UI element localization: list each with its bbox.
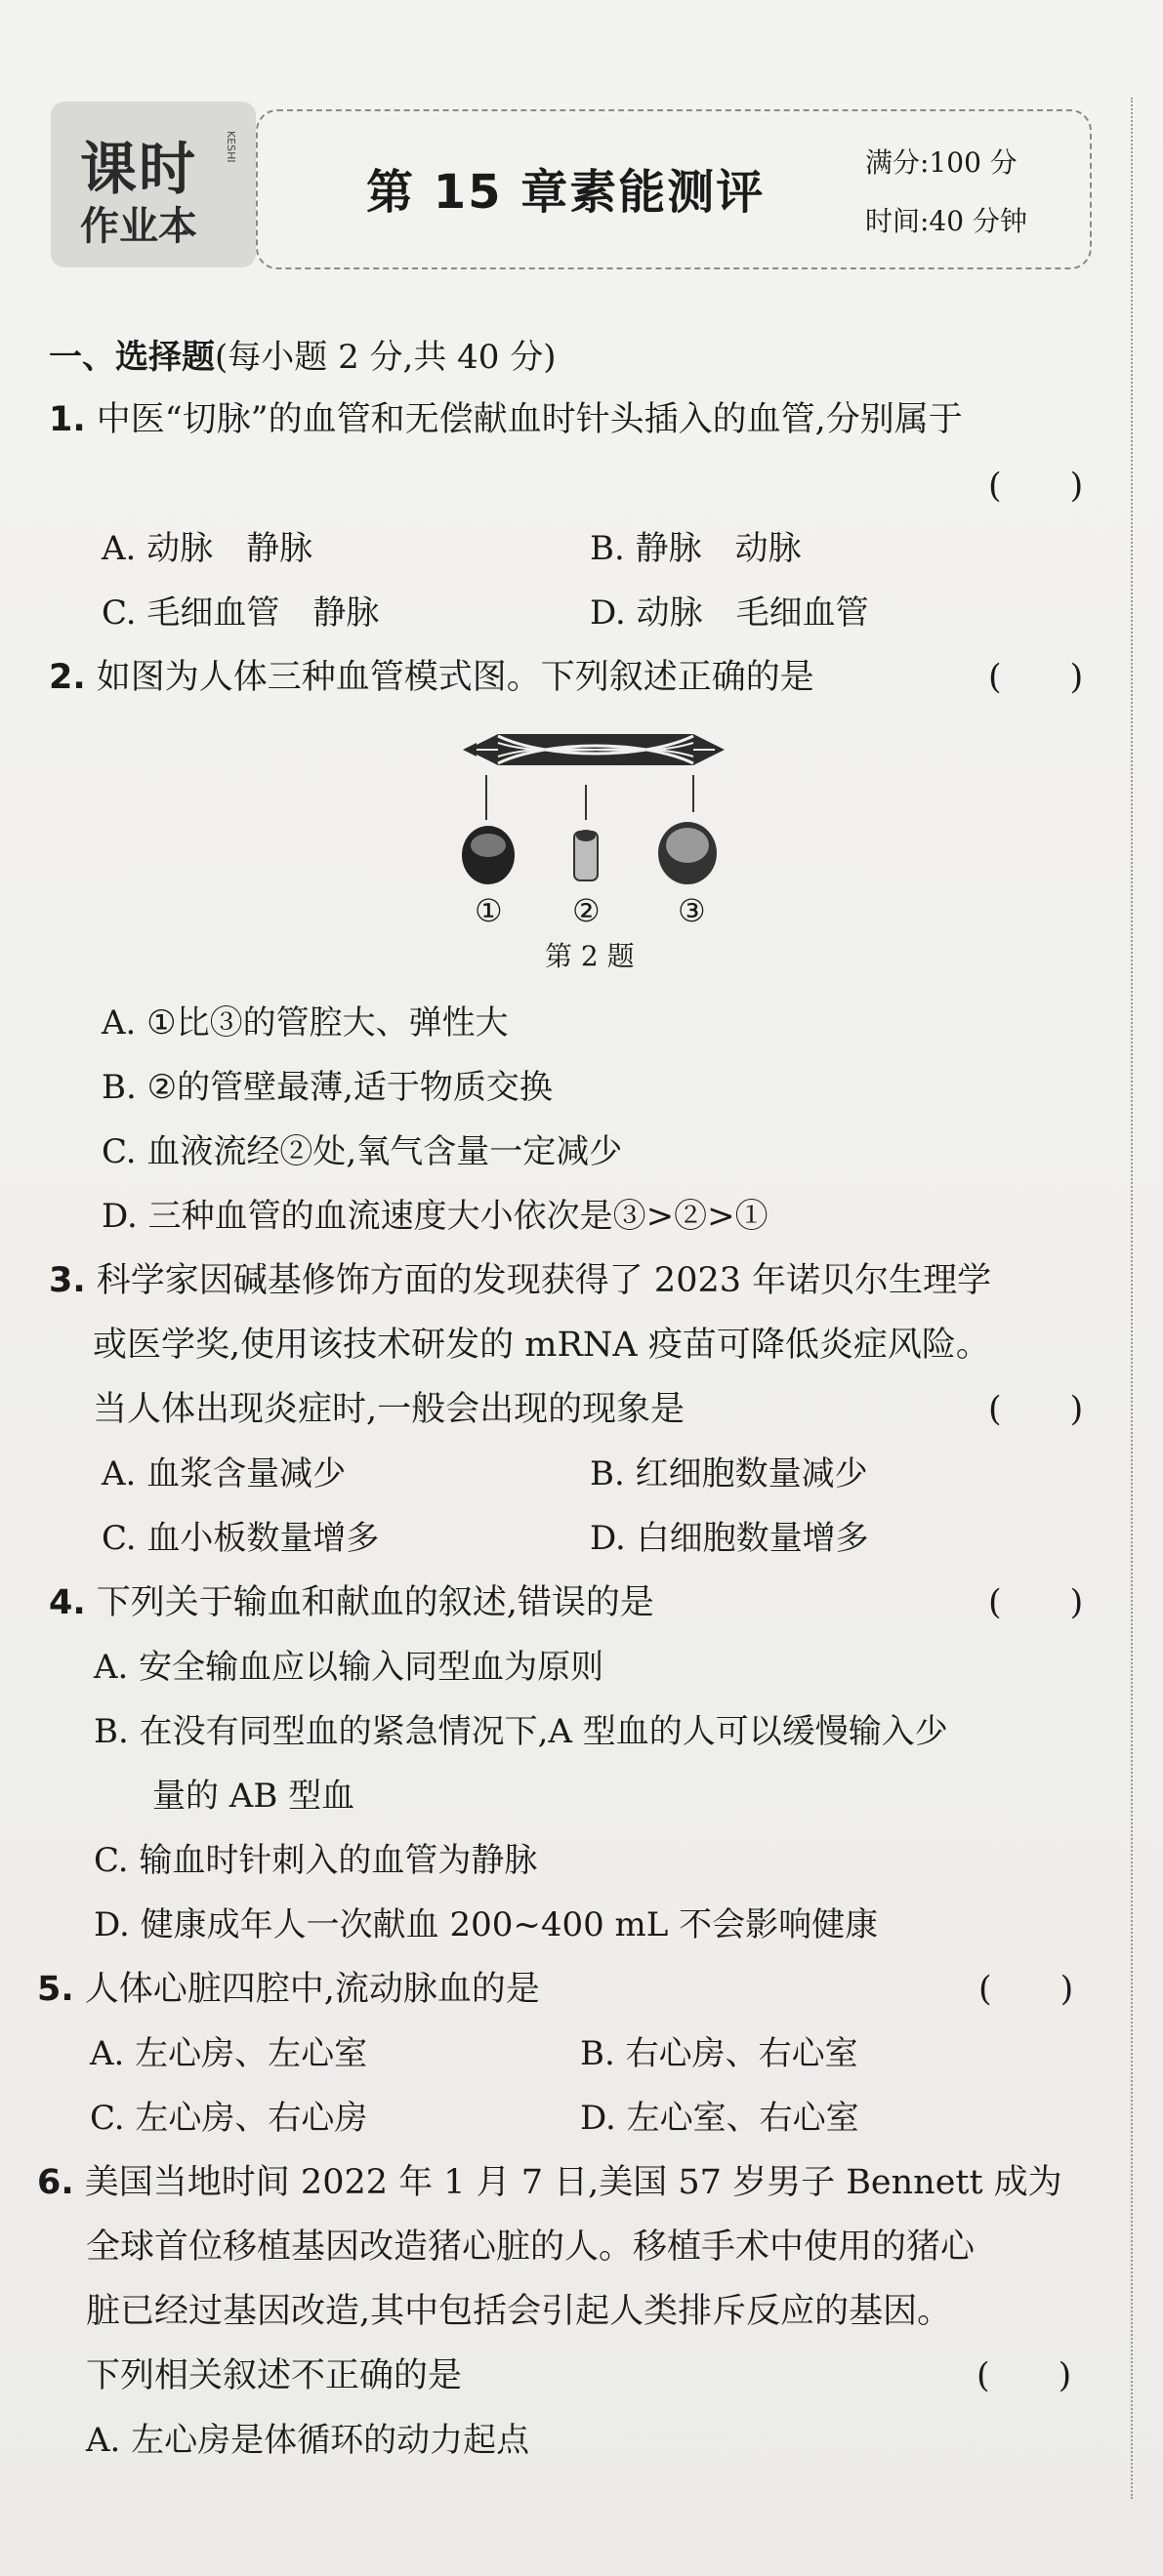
option-b[interactable]: B. 静脉 动脉	[590, 529, 802, 568]
option-a[interactable]: A. 动脉 静脉	[102, 529, 313, 568]
page-title: 第 15 章素能测评	[366, 165, 766, 220]
option-b-continued: 量的 AB 型血	[152, 1777, 355, 1816]
margin-dotted-rule	[1131, 98, 1133, 2499]
blood-vessel-figure	[459, 711, 732, 896]
question-text: 人体心脏四腔中,流动脉血的是	[84, 1970, 540, 2009]
question-number: 6.	[37, 2163, 74, 2202]
vein-cross-section	[658, 822, 717, 884]
question-number: 2.	[49, 658, 86, 697]
question-3-line-2: 或医学奖,使用该技术研发的 mRNA 疫苗可降低炎症风险。	[93, 1326, 990, 1365]
option-c[interactable]: C. 血小板数量增多	[102, 1519, 380, 1558]
question-6-line-1	[37, 2155, 1062, 2204]
option-c[interactable]: C. 毛细血管 静脉	[102, 593, 380, 633]
question-text: 下列关于输血和献血的叙述,错误的是	[96, 1583, 654, 1622]
question-text: 科学家因碱基修饰方面的发现获得了 2023 年诺贝尔生理学	[96, 1261, 992, 1300]
option-b[interactable]: B. 右心房、右心室	[580, 2034, 858, 2073]
logo-text-line2: 作业本	[80, 204, 197, 249]
question-2-line-1	[49, 650, 814, 699]
time-limit: 时间:40 分钟	[865, 205, 1027, 237]
option-d[interactable]: D. 动脉 毛细血管	[590, 593, 869, 633]
section-title: 一、选择题	[49, 338, 215, 377]
question-text: 美国当地时间 2022 年 1 月 7 日,美国 57 岁男子 Bennett 成为	[84, 2163, 1062, 2202]
answer-blank-2[interactable]: ( )	[988, 658, 1084, 697]
answer-blank-6[interactable]: ( )	[976, 2356, 1072, 2395]
question-1-line-1	[49, 392, 963, 441]
figure-label-2: ②	[572, 892, 601, 929]
question-3-line-3: 当人体出现炎症时,一般会出现的现象是	[93, 1390, 685, 1429]
question-6-line-4: 下列相关叙述不正确的是	[86, 2356, 463, 2395]
logo-text-line1: 课时	[80, 136, 198, 202]
option-d[interactable]: D. 三种血管的血流速度大小依次是③>②>①	[102, 1197, 768, 1236]
section-note: (每小题 2 分,共 40 分)	[215, 338, 557, 377]
option-b[interactable]: B. 在没有同型血的紧急情况下,A 型血的人可以缓慢输入少	[94, 1712, 948, 1751]
question-number: 5.	[37, 1970, 74, 2009]
option-a[interactable]: A. ①比③的管腔大、弹性大	[102, 1003, 509, 1043]
capillary-network-drawing	[463, 734, 725, 765]
figure-caption: 第 2 题	[545, 940, 635, 972]
question-6-line-3: 脏已经过基因改造,其中包括会引起人类排斥反应的基因。	[86, 2292, 952, 2331]
question-number: 4.	[49, 1583, 86, 1622]
logo-pinyin: KESHI	[225, 131, 237, 163]
question-text: 如图为人体三种血管模式图。下列叙述正确的是	[96, 658, 814, 697]
question-number: 3.	[49, 1261, 86, 1300]
answer-blank-5[interactable]: ( )	[978, 1970, 1074, 2009]
option-c[interactable]: C. 输血时针刺入的血管为静脉	[94, 1841, 538, 1880]
answer-blank-1[interactable]: ( )	[988, 467, 1084, 506]
full-score: 满分:100 分	[865, 146, 1018, 179]
figure-label-3: ③	[678, 892, 706, 929]
option-a[interactable]: A. 左心房、左心室	[90, 2034, 368, 2073]
question-6-line-2: 全球首位移植基因改造猪心脏的人。移植手术中使用的猪心	[86, 2228, 976, 2267]
figure-label-1: ①	[475, 892, 503, 929]
option-c[interactable]: C. 血液流经②处,氧气含量一定减少	[102, 1132, 623, 1171]
option-c[interactable]: C. 左心房、右心房	[90, 2099, 368, 2138]
option-b[interactable]: B. 红细胞数量减少	[590, 1454, 868, 1493]
answer-blank-4[interactable]: ( )	[988, 1583, 1084, 1622]
option-d[interactable]: D. 健康成年人一次献血 200~400 mL 不会影响健康	[94, 1905, 879, 1944]
section-heading	[49, 330, 556, 378]
question-text: 中医“切脉”的血管和无偿献血时针头插入的血管,分别属于	[96, 400, 963, 439]
question-3-line-1	[49, 1253, 991, 1302]
option-a[interactable]: A. 左心房是体循环的动力起点	[86, 2421, 530, 2460]
option-d[interactable]: D. 白细胞数量增多	[590, 1519, 869, 1558]
question-5-line-1	[37, 1962, 540, 2011]
option-d[interactable]: D. 左心室、右心室	[580, 2099, 859, 2138]
option-a[interactable]: A. 血浆含量减少	[102, 1454, 347, 1493]
capillary-cross-section	[574, 830, 598, 880]
question-4-line-1	[49, 1575, 654, 1624]
answer-blank-3[interactable]: ( )	[988, 1390, 1084, 1429]
option-b[interactable]: B. ②的管壁最薄,适于物质交换	[102, 1068, 553, 1107]
option-a[interactable]: A. 安全输血应以输入同型血为原则	[94, 1648, 604, 1687]
question-number: 1.	[49, 400, 86, 439]
artery-cross-section	[462, 826, 515, 884]
